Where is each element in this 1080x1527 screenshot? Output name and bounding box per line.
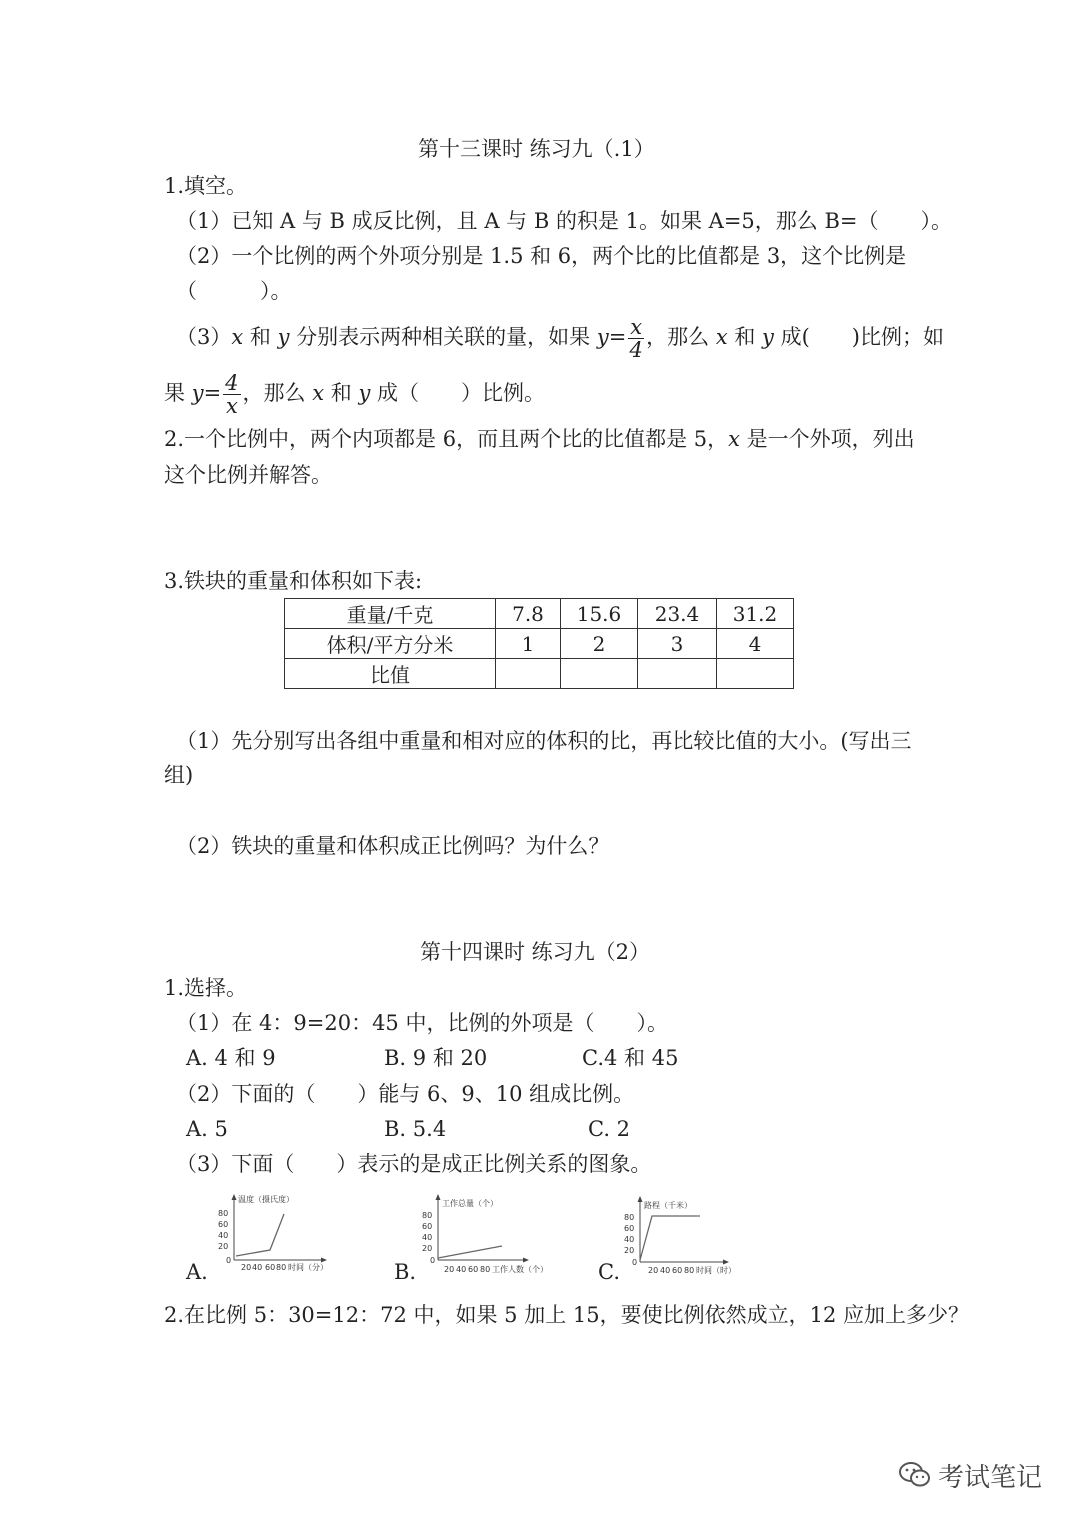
table-cell: 2 <box>561 629 638 659</box>
l14-q1-p2-opt-b: B. 5.4 <box>384 1117 447 1141</box>
graph-a-ylabel: 温度（摄氏度） <box>238 1195 294 1204</box>
y-tick: 0 <box>430 1256 436 1265</box>
graph-a-xlabel: 时间（分） <box>288 1263 328 1272</box>
l14-q1-p1-opt-c: C.4 和 45 <box>582 1046 679 1070</box>
watermark <box>898 1455 1042 1495</box>
l13-q1-p3: （3）x 和 y 分别表示两种相关联的量，如果 y= $\frac{x}{4}$ ，那么 x 和 y 成( )比例；如 <box>176 315 944 362</box>
y-tick: 40 <box>624 1235 635 1244</box>
wechat-icon <box>898 1460 932 1490</box>
table-cell <box>496 659 561 689</box>
x-tick: 60 <box>672 1266 683 1275</box>
x-tick: 60 <box>468 1265 479 1274</box>
graph-c-xlabel: 时间（时） <box>696 1266 736 1275</box>
graph-c-line <box>640 1216 700 1260</box>
graph-b-xlabel: 工作人数（个） <box>492 1265 548 1274</box>
y-tick: 60 <box>422 1222 433 1231</box>
graph-b-ylabel: 工作总量（个） <box>442 1199 498 1208</box>
graph-b <box>414 1192 559 1280</box>
y-tick: 0 <box>632 1258 638 1267</box>
graph-b-letter: B. <box>394 1260 417 1284</box>
table-cell <box>717 659 794 689</box>
l14-q1-p3: （3）下面（ ）表示的是成正比例关系的图象。 <box>176 1152 652 1176</box>
l14-q1-p2-opt-c: C. 2 <box>588 1117 631 1141</box>
graph-b-line <box>438 1246 502 1258</box>
y-tick: 20 <box>218 1242 229 1251</box>
y-tick: 60 <box>624 1224 635 1233</box>
x-tick: 80 <box>276 1263 287 1272</box>
table-cell: 23.4 <box>638 599 717 629</box>
table-cell: 3 <box>638 629 717 659</box>
x-tick: 40 <box>456 1265 467 1274</box>
x-tick: 80 <box>684 1266 695 1275</box>
l13-q3-p2: （2）铁块的重量和体积成正比例吗？为什么？ <box>176 834 610 858</box>
y-tick: 40 <box>422 1233 433 1242</box>
fraction-x-over-4: $\frac{x}{4}$ <box>629 315 643 362</box>
x-tick: 80 <box>480 1265 491 1274</box>
l13-q3-p1a: （1）先分别写出各组中重量和相对应的体积的比，再比较比值的大小。(写出三 <box>176 729 912 753</box>
l14-q1-p1: （1）在 4：9=20：45 中，比例的外项是（ ）。 <box>176 1011 668 1035</box>
table-cell <box>638 659 717 689</box>
x-tick: 20 <box>444 1265 455 1274</box>
l13-q3-label: 3.铁块的重量和体积如下表: <box>164 569 423 593</box>
l13-q1-label: 1.填空。 <box>164 174 248 198</box>
l13-q3-p1b: 组) <box>164 763 194 787</box>
graph-c-letter: C. <box>598 1260 620 1284</box>
l14-q1-p1-opt-a: A. 4 和 9 <box>186 1046 276 1070</box>
lesson13-title: 第十三课时 练习九（.1） <box>418 137 655 161</box>
lesson14-title: 第十四课时 练习九（2） <box>420 940 651 964</box>
table-cell: 1 <box>496 629 561 659</box>
y-tick: 80 <box>218 1209 229 1218</box>
l13-q2-line1: 2.一个比例中，两个内项都是 6，而且两个比的比值都是 5，x 是一个外项，列出 <box>164 427 915 451</box>
table-cell: 7.8 <box>496 599 561 629</box>
graph-a <box>212 1192 337 1280</box>
table-cell: 15.6 <box>561 599 638 629</box>
x-tick: 60 <box>265 1263 276 1272</box>
l13-q1-p3b: 果 y= $\frac{4}{x}$ ，那么 x 和 y 成（ ）比例。 <box>164 371 545 418</box>
y-tick: 40 <box>218 1231 229 1240</box>
x-tick: 40 <box>660 1266 671 1275</box>
x-tick: 20 <box>648 1266 659 1275</box>
y-tick: 60 <box>218 1220 229 1229</box>
l13-q1-p1: （1）已知 A 与 B 成反比例，且 A 与 B 的积是 1。如果 A=5，那么 B=（ ）。 <box>176 209 952 233</box>
table-cell: 比值 <box>285 659 496 689</box>
l13-q1-p2a: （2）一个比例的两个外项分别是 1.5 和 6，两个比的比值都是 3，这个比例是 <box>176 244 907 268</box>
table-cell <box>561 659 638 689</box>
y-tick: 80 <box>624 1213 635 1222</box>
fraction-4-over-x: $\frac{4}{x}$ <box>225 371 239 418</box>
y-tick: 0 <box>226 1256 232 1265</box>
watermark-text: 考试笔记 <box>938 1462 1043 1493</box>
graph-c <box>618 1192 748 1280</box>
table-cell: 体积/平方分米 <box>285 629 496 659</box>
l14-q1-label: 1.选择。 <box>164 976 248 1000</box>
table-cell: 4 <box>717 629 794 659</box>
l14-q1-p1-opt-b: B. 9 和 20 <box>384 1046 488 1070</box>
table-cell: 31.2 <box>717 599 794 629</box>
x-tick: 20 <box>241 1263 252 1272</box>
iron-table <box>284 598 794 689</box>
l14-q2: 2.在比例 5：30=12：72 中，如果 5 加上 15，要使比例依然成立，12 应加上多少？ <box>164 1303 970 1327</box>
graph-a-line <box>236 1214 284 1256</box>
y-tick: 80 <box>422 1211 433 1220</box>
l14-q1-p2-opt-a: A. 5 <box>186 1117 228 1141</box>
l14-q1-p2: （2）下面的（ ）能与 6、9、10 组成比例。 <box>176 1082 635 1106</box>
table-cell: 重量/千克 <box>285 599 496 629</box>
l13-q2-line2: 这个比例并解答。 <box>164 463 332 487</box>
y-tick: 20 <box>624 1246 635 1255</box>
table-row <box>285 629 794 659</box>
table-row <box>285 599 794 629</box>
graph-c-ylabel: 路程（千米） <box>644 1201 692 1210</box>
graph-a-letter: A. <box>186 1260 208 1284</box>
table-row <box>285 659 794 689</box>
y-tick: 20 <box>422 1244 433 1253</box>
x-tick: 40 <box>252 1263 263 1272</box>
l13-q1-p2b: （ ）。 <box>176 279 292 303</box>
